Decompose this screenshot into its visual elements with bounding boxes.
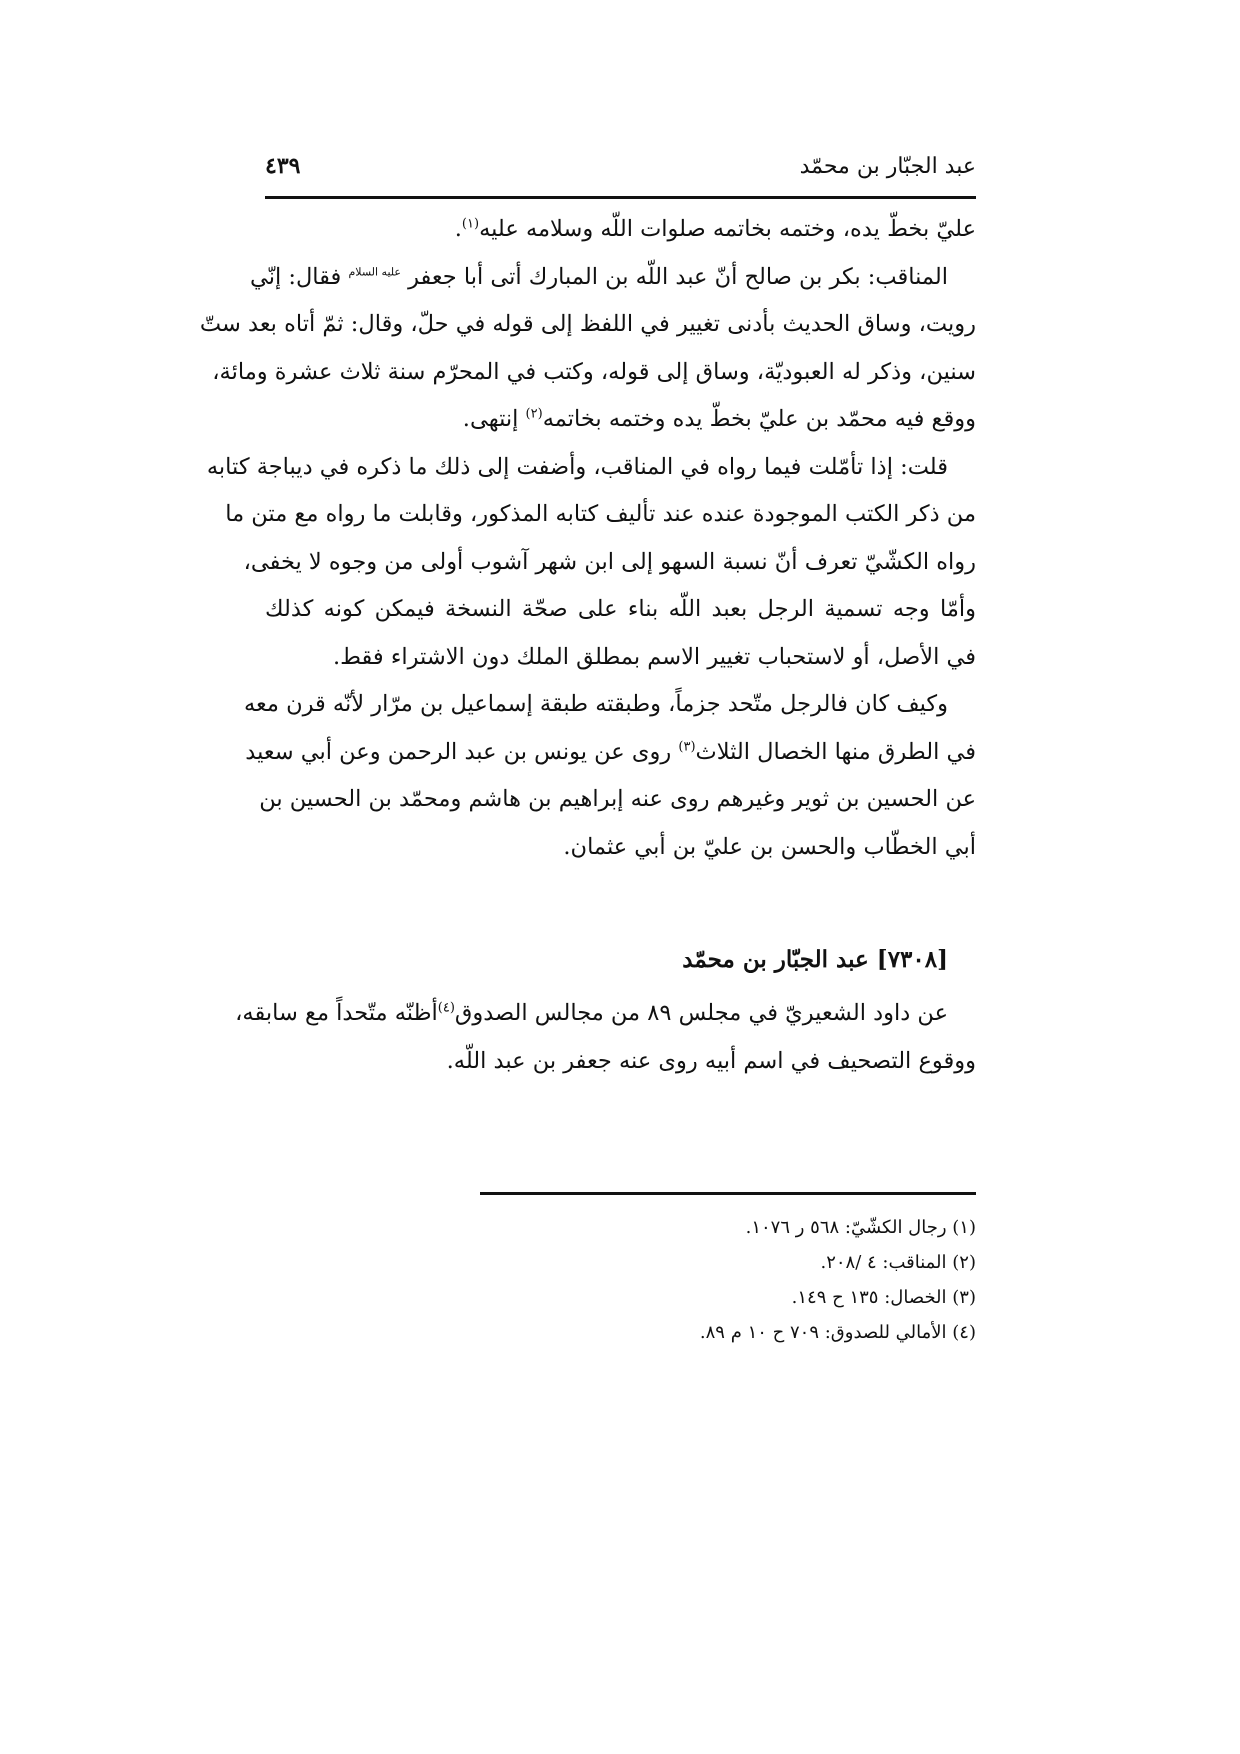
body-line: في الأصل، أو لاستحباب تغيير الاسم بمطلق الملك دون الاشتراء فقط. bbox=[333, 643, 976, 670]
body-line: عليّ بخطّ يده، وختمه بخاتمه صلوات اللّه وسلامه عليه$^{(١)}$. bbox=[454, 216, 976, 242]
body-line: من ذكر الكتب الموجودة عنده عند تأليف كتابه المذكور، وقابلت ما رواه مع متن ما bbox=[225, 501, 976, 527]
body-text bbox=[199, 206, 976, 871]
footnote-ref[interactable]: (١) bbox=[461, 216, 480, 232]
header-rule bbox=[265, 196, 976, 199]
footnote-ref[interactable]: (٢) bbox=[525, 406, 543, 422]
body-line: أبي الخطّاب والحسن بن عليّ بن أبي عثمان. bbox=[563, 833, 976, 860]
entry-heading: [٧٣٠٨] عبد الجبّار بن محمّد bbox=[682, 946, 948, 973]
honorific-mark: عليه السلام bbox=[348, 265, 401, 278]
body-line: في الطرق منها الخصال الثلاث$^{(٣)}$ روى عن يونس بن عبد الرحمن وعن أبي سعيد bbox=[245, 738, 976, 765]
page-number: ٤٣٩ bbox=[265, 153, 301, 179]
footnote: (٤) الأمالي للصدوق: ٧٠٩ ح ١٠ م ٨٩. bbox=[699, 1322, 976, 1343]
body-line: عن الحسين بن ثوير وغيرهم روى عنه إبراهيم بن هاشم ومحمّد بن الحسين بن bbox=[259, 786, 976, 812]
document-page bbox=[199, 0, 976, 1754]
body-line: رواه الكشّيّ تعرف أنّ نسبة السهو إلى ابن شهر آشوب أولى من وجوه لا يخفى، bbox=[243, 548, 976, 575]
body-line: ووقوع التصحيف في اسم أبيه روى عنه جعفر بن عبد اللّه. bbox=[446, 1047, 976, 1074]
body-line: قلت: إذا تأمّلت فيما رواه في المناقب، وأضفت إلى ذلك ما ذكره في ديباجة كتابه bbox=[206, 453, 948, 480]
footnote: (٣) الخصال: ١٣٥ ح ١٤٩. bbox=[791, 1287, 976, 1308]
footnotes bbox=[265, 1210, 976, 1350]
footnote-ref[interactable]: (٤) bbox=[437, 1000, 455, 1016]
footnote-rule bbox=[480, 1192, 976, 1195]
body-line: رويت، وساق الحديث بأدنى تغيير في اللفظ إلى قوله في حلّ، وقال: ثمّ أتاه بعد ستّ bbox=[199, 311, 976, 337]
body-line: عن داود الشعيريّ في مجلس ٨٩ من مجالس الصدوق$^{(٤)}$أظنّه متّحداً مع سابقه، bbox=[235, 1000, 948, 1026]
running-title: عبد الجبّار بن محمّد bbox=[799, 153, 976, 179]
footnote: (١) رجال الكشّيّ: ٥٦٨ ر ١٠٧٦. bbox=[745, 1217, 976, 1238]
body-line: وكيف كان فالرجل متّحد جزماً، وطبقته طبقة إسماعيل بن مرّار لأنّه قرن معه bbox=[243, 691, 948, 717]
body-line: وأمّا وجه تسمية الرجل بعبد اللّه بناء على صحّة النسخة فيمكن كونه كذلك bbox=[265, 596, 976, 622]
body-line: ووقع فيه محمّد بن عليّ بخطّ يده وختمه بخاتمه$^{(٢)}$ إنتهى. bbox=[462, 406, 976, 432]
body-line: سنين، وذكر له العبوديّة، وساق إلى قوله، وكتب في المحرّم سنة ثلاث عشرة ومائة، bbox=[212, 358, 976, 385]
footnote: (٢) المناقب: ٤ /٢٠٨. bbox=[820, 1252, 976, 1273]
entry-body bbox=[235, 990, 976, 1085]
running-head bbox=[265, 148, 976, 184]
footnote-ref[interactable]: (٣) bbox=[678, 739, 696, 754]
body-line: المناقب: بكر بن صالح أنّ عبد اللّه بن المبارك أتى أبا جعفر $^{عليه السلام}$ فقال: إنّي bbox=[249, 263, 948, 290]
